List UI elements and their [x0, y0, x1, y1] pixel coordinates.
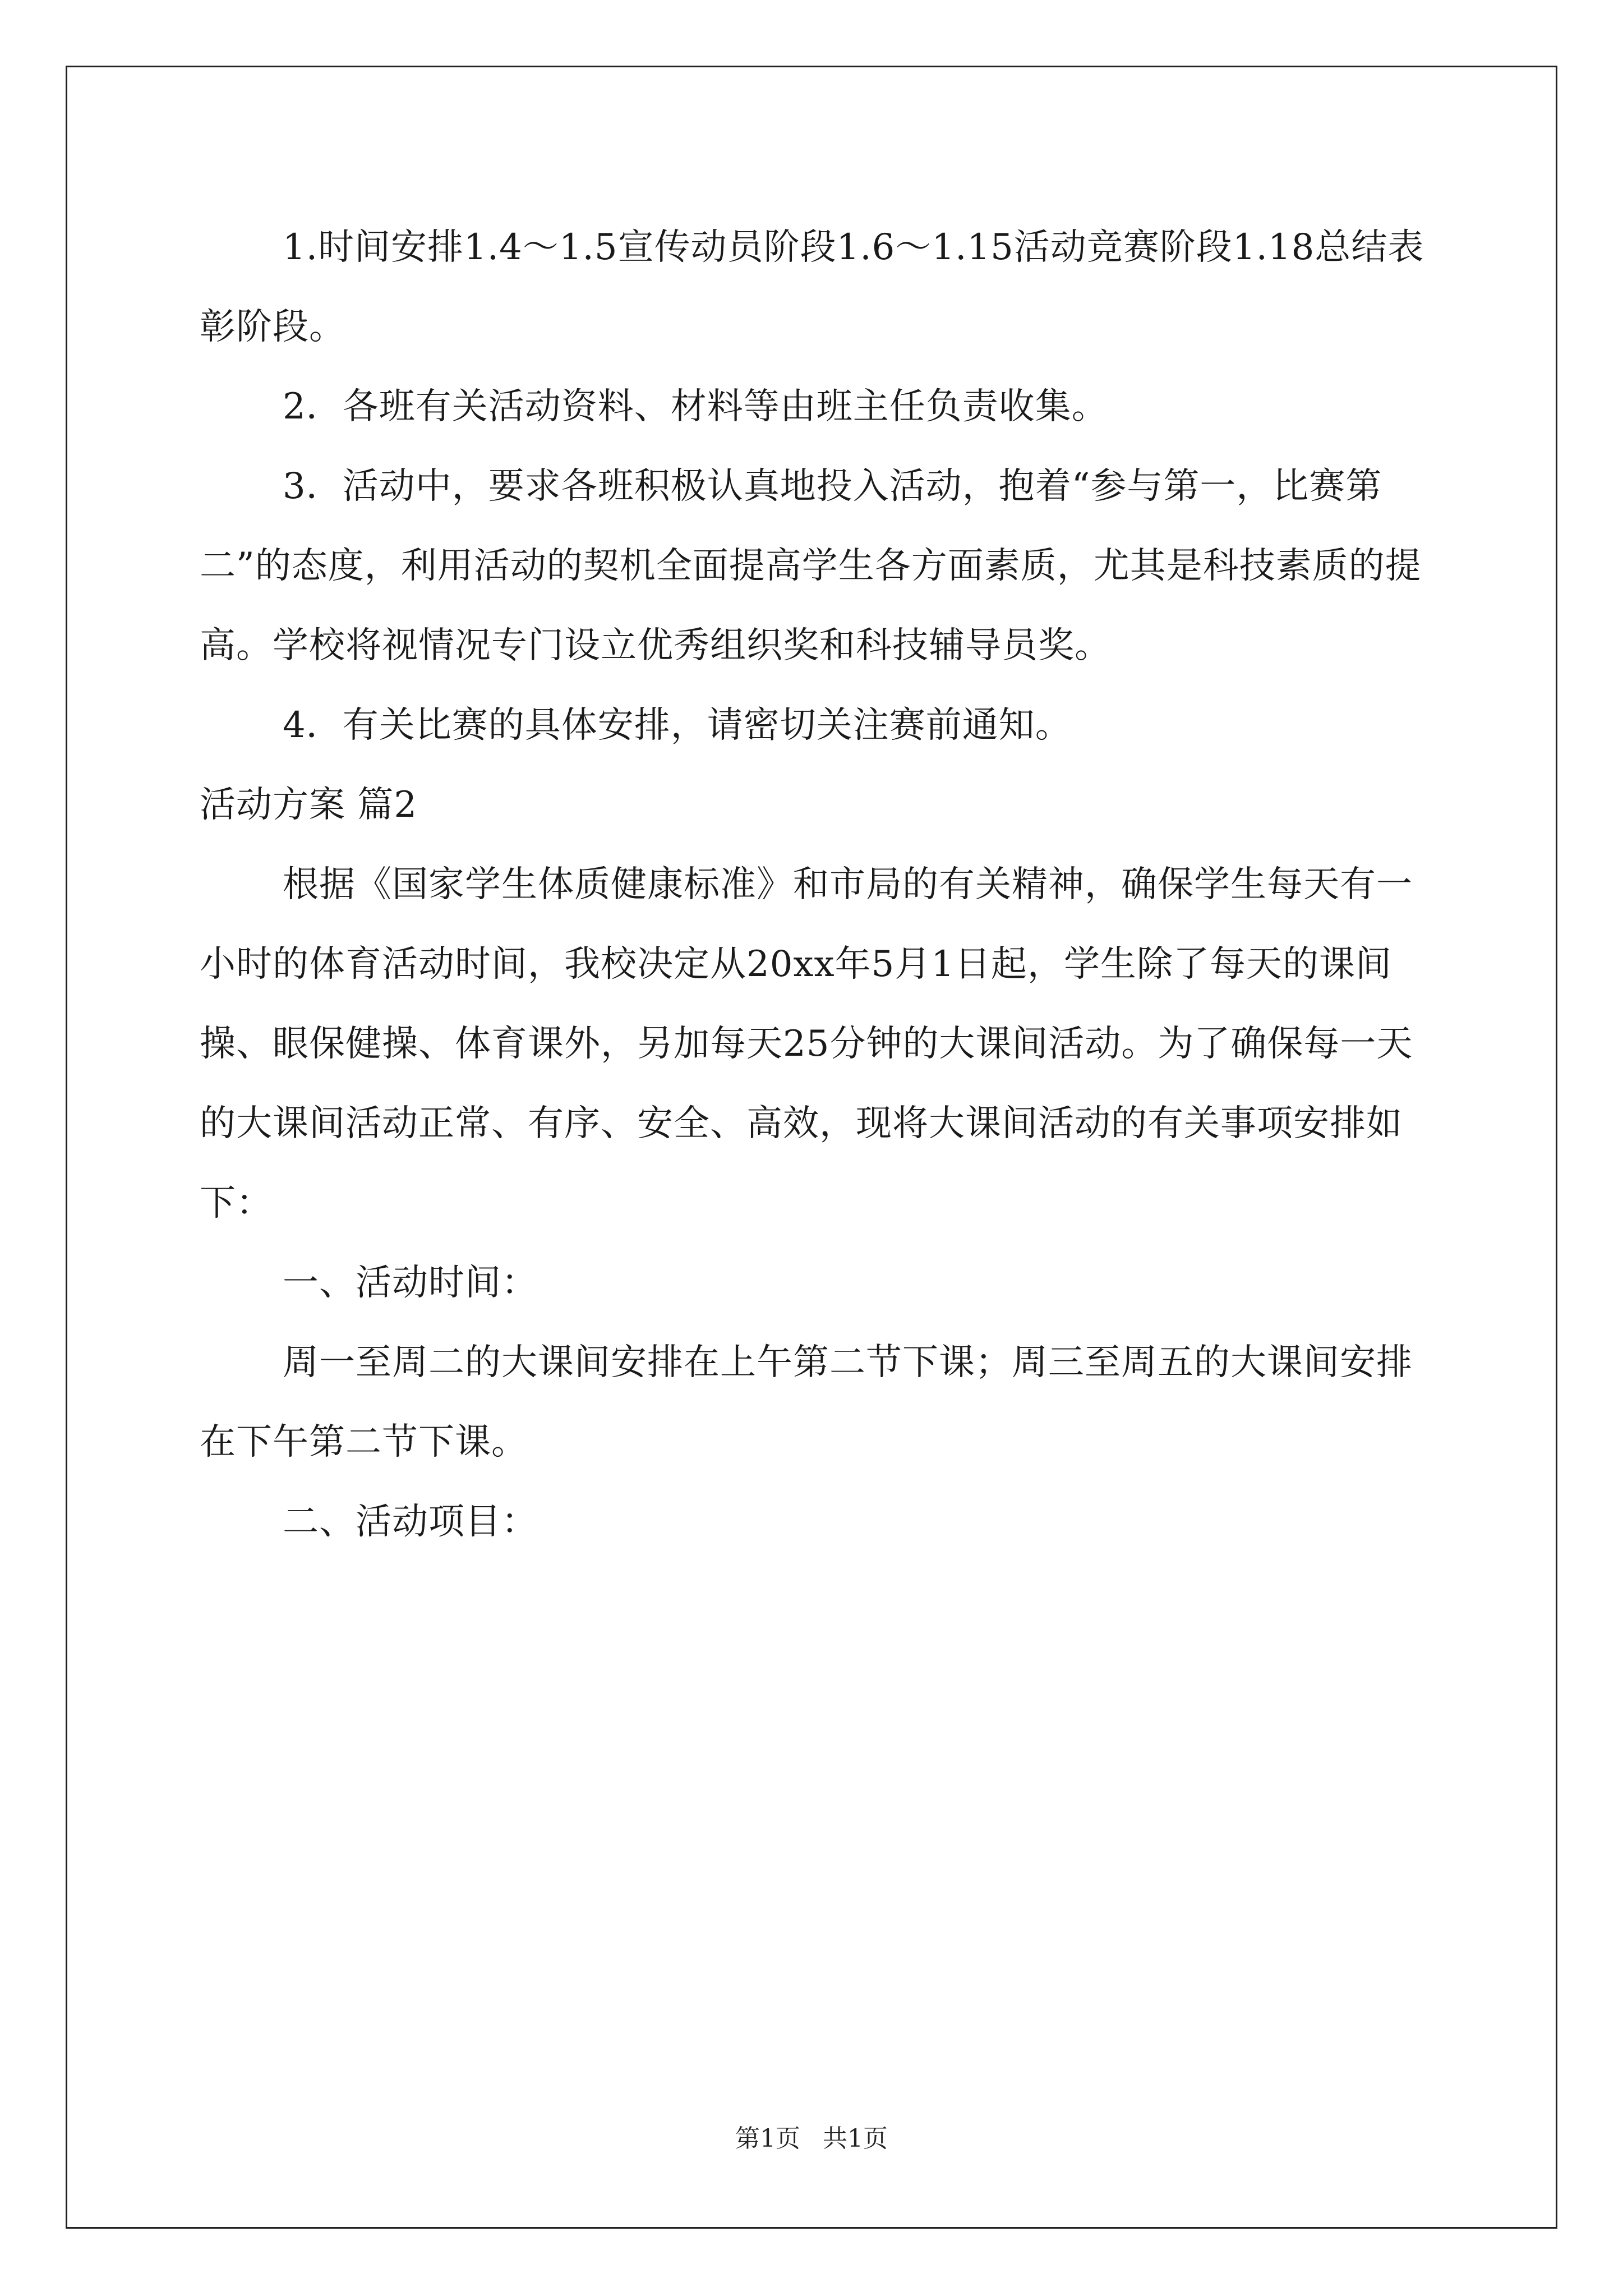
subheading-activity-items: 二、活动项目：: [283, 1501, 538, 1543]
paragraph-intro: 根据《国家学生体质健康标准》和市局的有关精神，确保学生每天有一小时的体育活动时间，我校决定从20xx年5月1日起，学生除了每天的课间操、眼保健操、体育课外，另加每天25分钟的大课间活动。为了确保每一天的大课间活动正常、有序、安全、高效，现将大课间活动的有关事项安排如下：: [200, 864, 1413, 1224]
paragraph-notice: 4．有关比赛的具体安排，请密切关注赛前通知。: [283, 705, 1072, 746]
page-total: 共1页: [823, 2124, 888, 2153]
paragraph-schedule: 周一至周二的大课间安排在上午第二节下课；周三至周五的大课间安排在下午第二节下课。: [200, 1342, 1413, 1463]
page-number: 第1页: [735, 2124, 800, 2153]
document-body: [200, 208, 1428, 1562]
page-footer: [0, 2122, 1623, 2156]
section-heading: 活动方案 篇2: [200, 784, 418, 826]
paragraph-materials: 2．各班有关活动资料、材料等由班主任负责收集。: [283, 386, 1108, 427]
paragraph-requirements: 3．活动中，要求各班积极认真地投入活动，抱着“参与第一，比赛第二”的态度，利用活动的契机全面提高学生各方面素质，尤其是科技素质的提高。学校将视情况专门设立优秀组织奖和科技辅导员奖。: [200, 466, 1422, 666]
paragraph-timeline: 1.时间安排1.4～1.5宣传动员阶段1.6～1.15活动竞赛阶段1.18总结表彰阶段。: [200, 227, 1424, 348]
subheading-activity-time: 一、活动时间：: [283, 1262, 538, 1304]
